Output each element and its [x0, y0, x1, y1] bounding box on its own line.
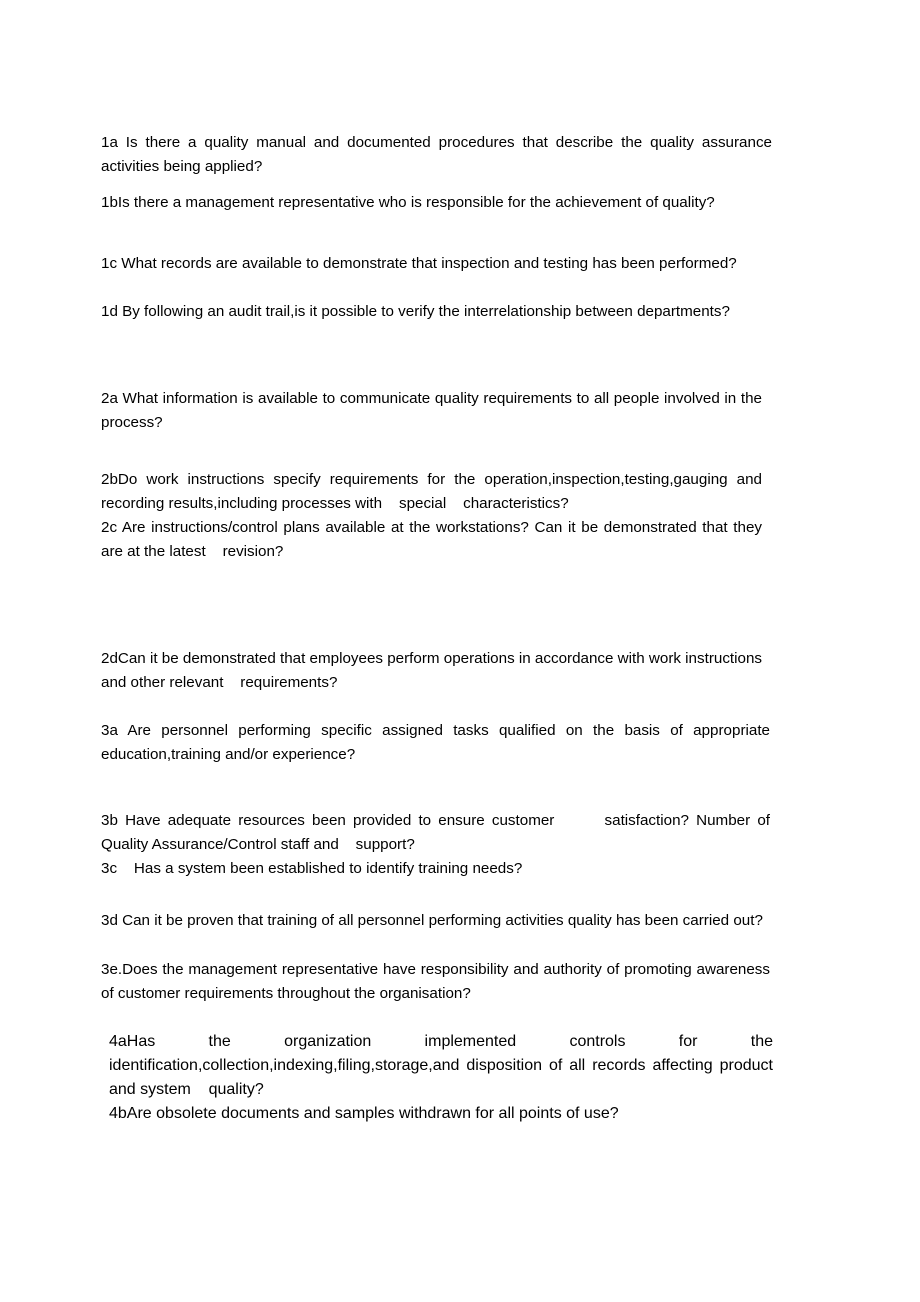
question-3e: 3e.Does the management representative have responsibility and authority of promoting awareness of customer requirements throughout the organisation? — [101, 961, 775, 1002]
question-4a: 4aHas the organization implemented controls for the identification,collection,indexing,filing,storage,and disposition of all records affecting product and system quality? — [109, 1033, 778, 1098]
question-1b: 1bIs there a management representative who is responsible for the achievement of quality? — [101, 194, 715, 211]
question-2c: 2c Are instructions/control plans available at the workstations? Can it be demonstrated that they are at the latest revision? — [101, 519, 767, 560]
question-3b: 3b Have adequate resources been provided to ensure customer satisfaction? Number of Quality Assurance/Control staff and support? — [101, 812, 775, 853]
question-1d: 1d By following an audit trail,is it possible to verify the interrelationship between departments? — [101, 303, 730, 320]
question-3a: 3a Are personnel performing specific assigned tasks qualified on the basis of appropriate education,training and/or experience? — [101, 722, 775, 763]
question-2b: 2bDo work instructions specify requirements for the operation,inspection,testing,gauging and recording results,including processes with special characteristics? — [101, 471, 767, 512]
question-2a: 2a What information is available to communicate quality requirements to all people involved in the process? — [101, 390, 779, 431]
question-1a: 1a Is there a quality manual and documented procedures that describe the quality assurance activities being applied? — [101, 134, 777, 175]
question-1c: 1c What records are available to demonstrate that inspection and testing has been performed? — [101, 255, 737, 272]
question-3d: 3d Can it be proven that training of all personnel performing activities quality has been carried out? — [101, 912, 763, 929]
question-3c: 3c Has a system been established to identify training needs? — [101, 860, 523, 877]
question-4b: 4bAre obsolete documents and samples withdrawn for all points of use? — [109, 1105, 619, 1122]
question-2d: 2dCan it be demonstrated that employees perform operations in accordance with work instructions and other relevant requirements? — [101, 650, 767, 691]
